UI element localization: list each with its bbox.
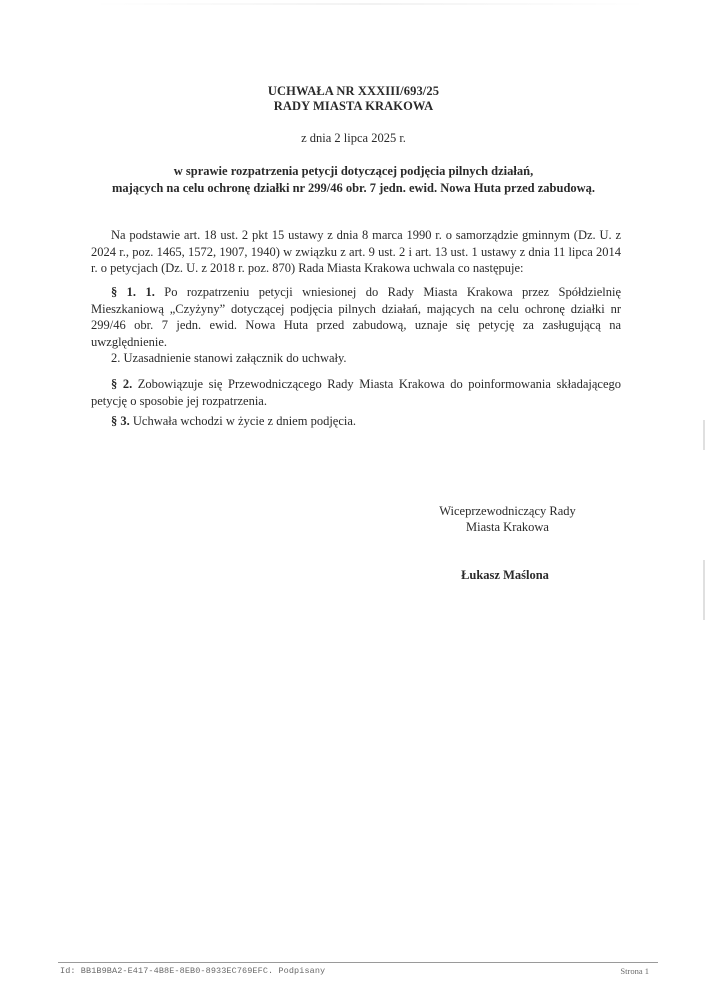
paragraph-1-text: Po rozpatrzeniu petycji wniesionej do Rady Miasta Krakowa przez Spółdzielnię Mieszkaniową „Czyżyny” dotyczącej podjęcia pilnych działań, mających na celu ochronę działki nr 299/46 obr. 7 jedn. ewid. Nowa Huta przed zabudową, uznaje się petycję za zasługującą na uwzględnienie. — [91, 285, 622, 349]
paragraph-1 — [91, 284, 621, 350]
signatory-role-line-2: Miasta Krakowa — [466, 520, 549, 534]
signatory-role — [380, 503, 635, 535]
paragraph-1-label: § 1. 1. — [111, 285, 155, 299]
paragraph-3-text: Uchwała wchodzi w życie z dniem podjęcia. — [129, 414, 357, 428]
subject-line-1: w sprawie rozpatrzenia petycji dotyczącej podjęcia pilnych działań, — [173, 164, 534, 178]
paragraph-3 — [91, 413, 621, 430]
paragraph-2 — [91, 376, 621, 409]
scan-edge-mark — [703, 560, 705, 620]
paragraph-1-point-2: 2. Uzasadnienie stanowi załącznik do uchwały. — [111, 351, 347, 365]
resolution-date: z dnia 2 lipca 2025 r. — [301, 131, 406, 145]
paragraph-3-label: § 3. — [111, 414, 130, 428]
preamble-paragraph: Na podstawie art. 18 ust. 2 pkt 15 ustawy z dnia 8 marca 1990 r. o samorządzie gminnym (Dz. U. z 2024 r., poz. 1465, 1572, 1907, 1940) w związku z art. 9 ust. 2 i art. 13 ust. 1 ustawy z dnia 11 lipca 2014 r. o petycjach (Dz. U. z 2018 r. poz. 870) Rada Miasta Krakowa uchwala co następuje: — [91, 228, 621, 275]
paragraph-2-text: Zobowiązuje się Przewodniczącego Rady Miasta Krakowa do poinformowania składającego petycję o sposobie jej rozpatrzenia. — [91, 377, 622, 408]
council-name: RADY MIASTA KRAKOWA — [273, 99, 434, 113]
subject-line-2: mających na celu ochronę działki nr 299/46 obr. 7 jedn. ewid. Nowa Huta przed zabudową. — [111, 181, 596, 195]
signatory-role-line-1: Wiceprzewodniczący Rady — [439, 504, 576, 518]
scan-edge-mark — [703, 420, 705, 450]
resolution-number: UCHWAŁA NR XXXIII/693/25 — [267, 84, 440, 98]
resolution-subject — [0, 163, 707, 197]
footer-divider — [58, 962, 658, 963]
page-number: Strona 1 — [620, 966, 649, 976]
scan-artifact — [90, 3, 650, 5]
resolution-title — [0, 84, 707, 114]
signatory-name: Łukasz Maślona — [461, 568, 549, 582]
paragraph-2-label: § 2. — [111, 377, 133, 391]
document-id: Id: BB1B9BA2-E417-4B8E-8EB0-8933EC769EFC. Podpisany — [60, 966, 326, 976]
